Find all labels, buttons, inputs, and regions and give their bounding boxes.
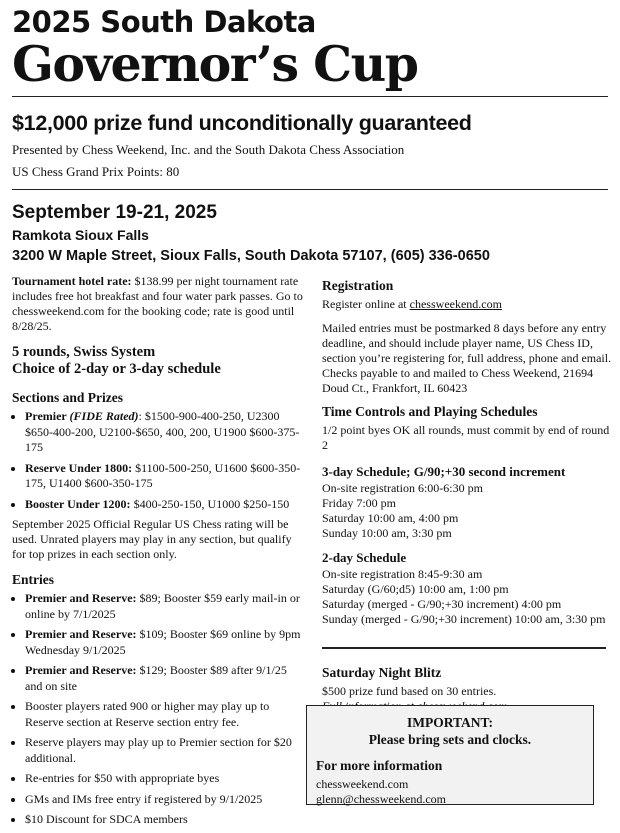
mail-entries-text: Mailed entries must be postmarked 8 days before any entry deadline, and should include player name, US Chess ID, section you’re registering for, full address, phone and email. Checks payable to and mailed to Chess Weekend, 21694 Doud Ct., Frankfort, IL 60423 [322, 321, 612, 395]
prize-fund-heading: $12,000 prize fund unconditionally guaranteed [12, 111, 472, 135]
time-controls-heading: Time Controls and Playing Schedules [322, 404, 538, 419]
section-name: Reserve Under 1800: [25, 460, 133, 475]
rating-note: September 2025 Official Regular US Chess rating will be used. Unrated players may play in any section, but qualify for top prizes in each section only. [12, 517, 292, 561]
presented-by: Presented by Chess Weekend, Inc. and the South Dakota Chess Association [12, 142, 405, 157]
hotel-rate-label: Tournament hotel rate: [12, 274, 132, 288]
entry-item [25, 627, 304, 658]
section-name: Booster Under 1200: [25, 496, 131, 511]
hotel-rate [12, 274, 304, 334]
section-note: (FIDE Rated) [69, 409, 139, 423]
blitz-prize: $500 prize fund based on 30 entries. [322, 684, 497, 698]
entry-item [25, 812, 304, 828]
entry-label: Premier and Reserve: [25, 591, 137, 605]
registration-heading: Registration [322, 278, 394, 293]
entry-label: Premier and Reserve: [25, 627, 137, 641]
venue-name: Ramkota Sioux Falls [12, 227, 149, 243]
important-label: IMPORTANT: [406, 715, 494, 730]
schedule-line: On-site registration 6:00-6:30 pm [322, 481, 483, 495]
grand-prix-points: US Chess Grand Prix Points: 80 [12, 164, 180, 179]
flyer-header [12, 6, 608, 266]
entry-text: Booster players rated 900 or higher may play up to Reserve section at Reserve section entry fee. [25, 699, 270, 729]
section-item [25, 497, 304, 513]
left-column [12, 274, 304, 833]
entry-item [25, 792, 304, 808]
register-online [322, 297, 612, 312]
entry-text: $129; Booster $89 after 9/1/25 and on site [25, 663, 287, 693]
entry-text: GMs and IMs free entry if registered by 9/1/2025 [25, 791, 263, 806]
schedule-line: Friday 7:00 pm [322, 496, 396, 510]
hotel-rate-text: $138.99 per night tournament rate includes free hot breakfast and four water park passes. Go to chessweekend.com for the booking code; rate is good until 8/28/25. [12, 274, 303, 333]
website-link[interactable]: chessweekend.com [316, 777, 409, 791]
entry-text: $89; Booster $59 early mail-in or online by 7/1/2025 [25, 591, 300, 621]
section-item [25, 461, 304, 492]
email-link[interactable]: glenn@chessweekend.com [316, 792, 447, 806]
section-item [25, 409, 304, 456]
schedule-line: Saturday (G/60;d5) 10:00 am, 1:00 pm [322, 582, 509, 596]
section-prizes: $400-250-150, U1000 $250-150 [130, 496, 290, 511]
schedule-line: Sunday (merged - G/90;+30 increment) 10:00 am, 3:30 pm [322, 612, 606, 626]
event-dates: September 19-21, 2025 [12, 202, 217, 223]
sections-heading: Sections and Prizes [12, 390, 123, 405]
divider [322, 647, 606, 649]
divider [12, 189, 608, 190]
entries-list [12, 591, 304, 828]
three-day-heading: 3-day Schedule; G/90;+30 second increment [322, 464, 566, 479]
entry-item [25, 663, 304, 694]
schedule-line: On-site registration 8:45-9:30 am [322, 567, 483, 581]
byes-text: 1/2 point byes OK all rounds, must commit by end of round 2 [322, 423, 610, 452]
schedule-line: Sunday 10:00 am, 3:30 pm [322, 526, 452, 540]
entry-text: Reserve players may play up to Premier section for $20 additional. [25, 735, 292, 765]
register-link[interactable]: chessweekend.com [409, 297, 502, 311]
section-name: Premier [25, 409, 70, 423]
divider [12, 96, 608, 97]
schedule-line: Saturday 10:00 am, 4:00 pm [322, 511, 459, 525]
sections-list [12, 409, 304, 512]
title-line-1: 2025 South Dakota [12, 5, 316, 39]
entries-heading: Entries [12, 572, 54, 587]
entry-text: $109; Booster $69 online by 9pm Wednesday 9/1/2025 [25, 627, 301, 657]
two-day-schedule [322, 567, 612, 627]
register-prefix: Register online at [322, 297, 410, 311]
important-box [306, 705, 594, 805]
section-prizes: $1100-500-250, U1600 $600-350-175, U1400 $600-350-175 [25, 460, 301, 490]
entry-label: Premier and Reserve: [25, 663, 137, 677]
two-day-heading: 2-day Schedule [322, 550, 407, 565]
entry-item [25, 735, 304, 766]
entry-text: $10 Discount for SDCA members [25, 812, 188, 826]
three-day-schedule [322, 481, 612, 541]
right-column [322, 274, 612, 714]
section-prizes: : $1500-900-400-250, U2300 $650-400-200, U2100-$650, 400, 200, U1900 $600-375-175 [25, 409, 300, 454]
blitz-heading: Saturday Night Blitz [322, 665, 442, 680]
venue-address: 3200 W Maple Street, Sioux Falls, South Dakota 57107, (605) 336-0650 [12, 248, 490, 264]
schedule-line: Saturday (merged - G/90;+30 increment) 4:00 pm [322, 597, 562, 611]
title-line-2: Governor’s Cup [12, 35, 418, 93]
schedule-choice: Choice of 2-day or 3-day schedule [12, 361, 221, 377]
entry-item [25, 591, 304, 622]
entry-item [25, 699, 304, 730]
bring-sets-note: Please bring sets and clocks. [368, 732, 532, 747]
entry-item [25, 771, 304, 787]
rounds-line: 5 rounds, Swiss System [12, 344, 156, 360]
more-info-heading: For more information [316, 758, 443, 773]
entry-text: Re-entries for $50 with appropriate byes [25, 771, 220, 785]
